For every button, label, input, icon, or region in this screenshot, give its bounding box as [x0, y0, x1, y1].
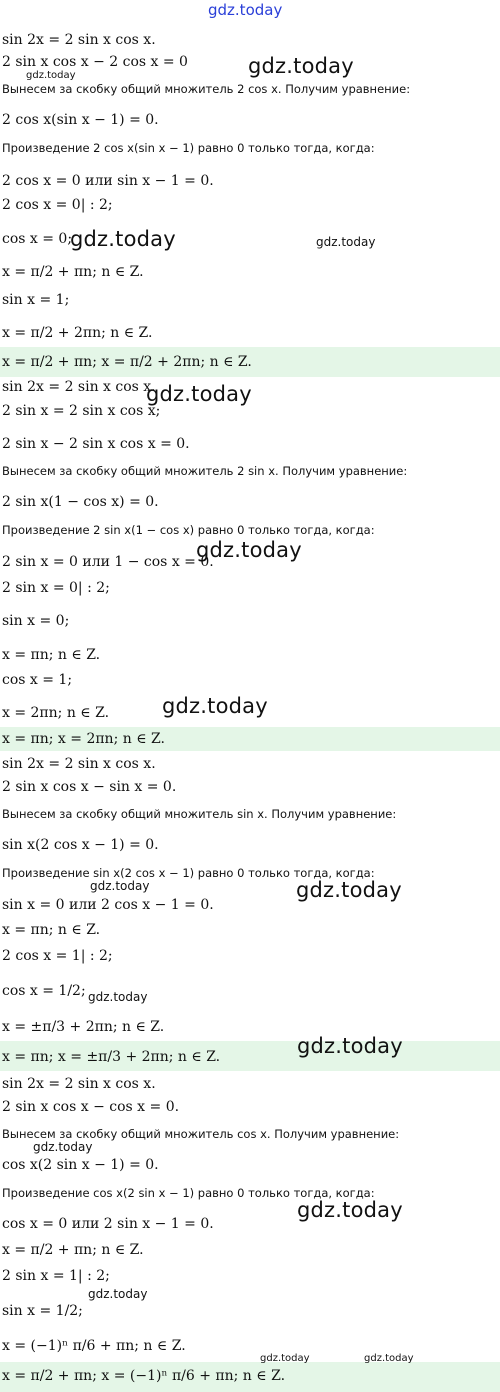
answer-line: x = πn; x = 2πn; n ∈ Z. — [2, 731, 165, 747]
solution-line: 2 cos x = 1| : 2; — [2, 948, 113, 964]
solution-line: sin 2x = 2 sin x cos x. — [2, 379, 156, 395]
solution-line: cos x(2 sin x − 1) = 0. — [2, 1157, 159, 1173]
solution-line: 2 cos x = 0| : 2; — [2, 197, 113, 213]
answer-line: x = π/2 + πn; x = (−1)ⁿ π/6 + πn; n ∈ Z. — [2, 1368, 286, 1384]
watermark: gdz.today — [88, 1287, 148, 1301]
solution-line: Произведение sin x(2 cos x − 1) равно 0 только тогда, когда: — [2, 866, 375, 880]
watermark: gdz.today — [316, 235, 376, 249]
solution-line: cos x = 1/2; — [2, 983, 86, 999]
solution-line: Произведение 2 cos x(sin x − 1) равно 0 только тогда, когда: — [2, 141, 375, 155]
solution-line: x = 2πn; n ∈ Z. — [2, 705, 110, 721]
watermark: gdz.today — [297, 1198, 403, 1222]
solution-line: x = (−1)ⁿ π/6 + πn; n ∈ Z. — [2, 1338, 186, 1354]
solution-line: x = π/2 + πn; n ∈ Z. — [2, 264, 144, 280]
answer-line: x = π/2 + πn; x = π/2 + 2πn; n ∈ Z. — [2, 354, 252, 370]
solution-line: cos x = 0; — [2, 231, 73, 247]
watermark: gdz.today — [88, 990, 148, 1004]
watermark: gdz.today — [364, 1353, 414, 1364]
solution-line: x = π/2 + 2πn; n ∈ Z. — [2, 325, 153, 341]
solution-line: x = π/2 + πn; n ∈ Z. — [2, 1242, 144, 1258]
solution-line: sin x = 1/2; — [2, 1303, 83, 1319]
solution-line: sin x = 0; — [2, 613, 70, 629]
watermark: gdz.today — [162, 694, 268, 718]
solution-line: Вынесем за скобку общий множитель 2 sin x. Получим уравнение: — [2, 464, 408, 478]
solution-line: x = πn; n ∈ Z. — [2, 647, 101, 663]
solution-line: 2 sin x cos x − cos x = 0. — [2, 1099, 180, 1115]
solution-line: sin x = 1; — [2, 292, 70, 308]
solution-line: 2 sin x = 1| : 2; — [2, 1268, 110, 1284]
solution-line: 2 cos x = 0 или sin x − 1 = 0. — [2, 173, 214, 189]
solution-line: sin x = 0 или 2 cos x − 1 = 0. — [2, 897, 214, 913]
solution-line: sin 2x = 2 sin x cos x. — [2, 756, 156, 772]
solution-line: sin 2x = 2 sin x cos x. — [2, 1076, 156, 1092]
solution-line: sin 2x = 2 sin x cos x. — [2, 32, 156, 48]
solution-line: cos x = 1; — [2, 672, 73, 688]
watermark: gdz.today — [70, 227, 176, 251]
solution-line: Вынесем за скобку общий множитель sin x. Получим уравнение: — [2, 807, 397, 821]
solution-line: Вынесем за скобку общий множитель 2 cos x. Получим уравнение: — [2, 82, 411, 96]
watermark: gdz.today — [33, 1140, 93, 1154]
watermark: gdz.today — [260, 1353, 310, 1364]
solution-line: 2 sin x − 2 sin x cos x = 0. — [2, 436, 190, 452]
solution-line: 2 sin x = 2 sin x cos x; — [2, 403, 161, 419]
solution-line: 2 sin x = 0 или 1 − cos x = 0. — [2, 554, 214, 570]
watermark: gdz.today — [248, 54, 354, 78]
solution-line: x = ±π/3 + 2πn; n ∈ Z. — [2, 1019, 165, 1035]
solution-line: Вынесем за скобку общий множитель cos x. Получим уравнение: — [2, 1127, 400, 1141]
watermark: gdz.today — [297, 1034, 403, 1058]
watermark: gdz.today — [196, 538, 302, 562]
watermark: gdz.today — [146, 382, 252, 406]
solution-line: Произведение cos x(2 sin x − 1) равно 0 только тогда, когда: — [2, 1186, 375, 1200]
solution-line: 2 sin x cos x − 2 cos x = 0 — [2, 54, 188, 70]
watermark: gdz.today — [90, 879, 150, 893]
solution-line: sin x(2 cos x − 1) = 0. — [2, 837, 159, 853]
watermark: gdz.today — [26, 70, 76, 81]
solution-line: 2 sin x(1 − cos x) = 0. — [2, 494, 159, 510]
solution-line: Произведение 2 sin x(1 − cos x) равно 0 только тогда, когда: — [2, 523, 375, 537]
watermark: gdz.today — [296, 878, 402, 902]
solution-line: cos x = 0 или 2 sin x − 1 = 0. — [2, 1216, 214, 1232]
solution-line: x = πn; n ∈ Z. — [2, 922, 101, 938]
solution-line: 2 cos x(sin x − 1) = 0. — [2, 112, 159, 128]
solution-line: 2 sin x = 0| : 2; — [2, 580, 110, 596]
solution-line: 2 sin x cos x − sin x = 0. — [2, 779, 177, 795]
watermark-logo: gdz.today — [208, 1, 283, 19]
answer-line: x = πn; x = ±π/3 + 2πn; n ∈ Z. — [2, 1049, 221, 1065]
